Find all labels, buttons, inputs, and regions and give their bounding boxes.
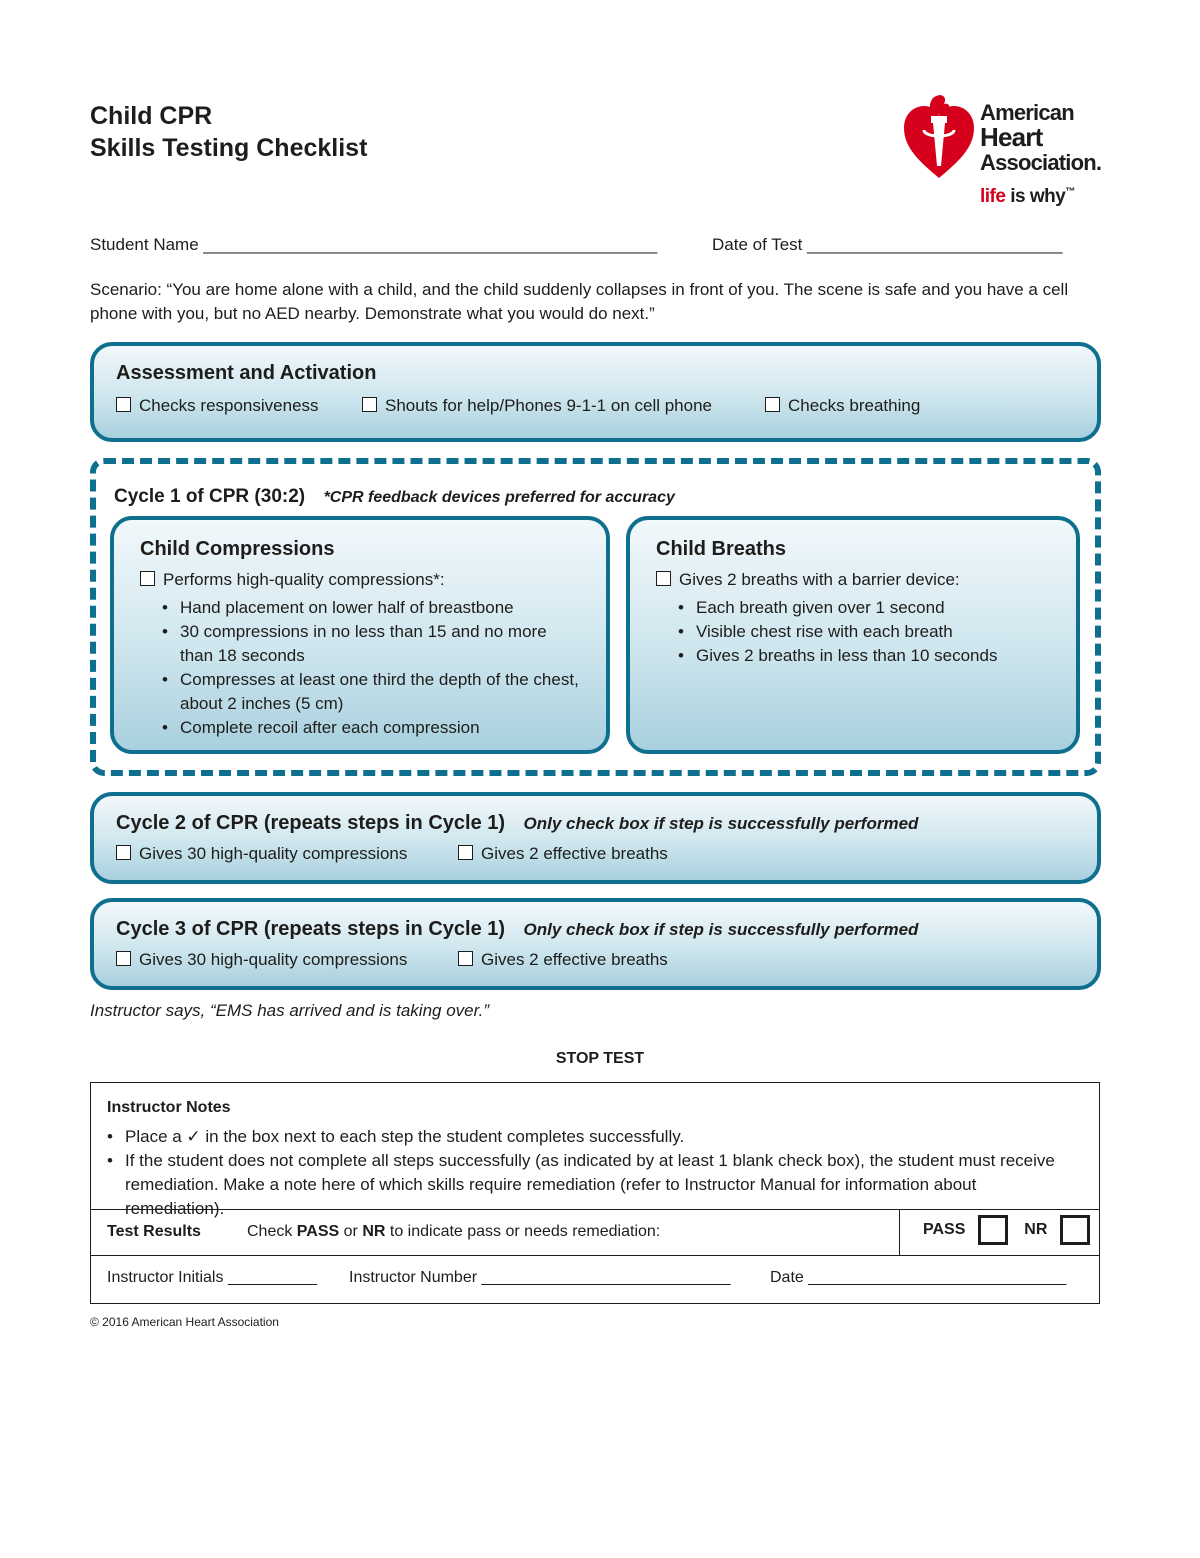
table-divider [899,1209,900,1255]
tagline-trademark: ™ [1065,186,1075,198]
tagline-rest: is why [1005,186,1066,207]
instruction-pass: PASS [296,1223,340,1240]
checkbox[interactable] [362,397,377,412]
checklist-item-breaths[interactable] [656,570,960,590]
instruction-text: Check [247,1223,297,1240]
instructor-number-line[interactable]: ____________________________ [481,1269,731,1286]
nr-checkbox[interactable] [1060,1215,1090,1245]
breaths-criteria-list [676,596,1066,668]
instruction-text: to indicate pass or needs remediation: [385,1223,661,1240]
compressions-criteria-list [160,596,580,740]
signoff-date-label: Date [770,1269,804,1286]
instructor-initials-field[interactable] [107,1269,317,1287]
checkbox[interactable] [765,397,780,412]
checklist-item-label: Performs high-quality compressions*: [163,570,445,589]
instruction-nr: NR [362,1223,386,1240]
cycle-3-heading: Cycle 3 of CPR (repeats steps in Cycle 1) [116,918,506,940]
list-item: • 30 compressions in no less than 15 and no more than 18 seconds [160,620,580,668]
checkbox[interactable] [140,571,155,586]
breaths-heading: Child Breaths [656,538,787,560]
instructor-notes-heading: Instructor Notes [107,1099,231,1116]
checklist-item-label: Gives 30 high-quality compressions [139,950,408,969]
checklist-item-breathing[interactable] [765,396,920,416]
list-item: • Compresses at least one third the depth of the chest, about 2 inches (5 cm) [160,668,580,716]
pass-checkbox[interactable] [978,1215,1008,1245]
list-item: • Place a ✓ in the box next to each step the student completes successfully. [105,1125,1080,1149]
logo-wordmark [980,100,1101,175]
cycle-1-note: *CPR feedback devices preferred for accuracy [323,489,675,506]
instructor-says-text: Instructor says, “EMS has arrived and is taking over.” [90,1001,490,1020]
signoff-date-field[interactable] [770,1269,1066,1287]
date-of-test-field[interactable] [712,235,1062,255]
list-item: • Gives 2 breaths in less than 10 seconds [676,644,1066,668]
assessment-panel [90,342,1101,442]
checkbox[interactable] [656,571,671,586]
checklist-item-label: Gives 30 high-quality compressions [139,844,408,863]
page-title [90,100,367,164]
instructor-number-field[interactable] [349,1269,731,1287]
checklist-item-label: Checks breathing [788,396,921,415]
stop-test-label: STOP TEST [555,1050,645,1067]
checklist-item-cycle2-breaths[interactable] [458,844,668,864]
instructor-initials-line[interactable]: __________ [227,1269,317,1286]
list-item: • Complete recoil after each compression [160,716,580,740]
instructor-number-label: Instructor Number [349,1269,478,1286]
title-line-1: Child CPR [90,102,213,130]
checkbox[interactable] [458,845,473,860]
copyright: © 2016 American Heart Association [90,1315,279,1329]
cycle-2-note: Only check box if step is successfully performed [523,814,919,833]
date-of-test-label: Date of Test [712,235,803,254]
checkbox[interactable] [116,951,131,966]
tagline-life: life [980,186,1006,207]
cycle-1-header [114,486,675,508]
list-item: • Hand placement on lower half of breastbone [160,596,580,620]
cycle-2-panel [90,792,1101,884]
checklist-item-cycle2-compressions[interactable] [116,844,407,864]
student-name-field[interactable] [90,235,657,255]
checklist-item-label: Gives 2 breaths with a barrier device: [679,570,960,589]
logo-line-3: Association. [980,150,1102,175]
checklist-item-label: Checks responsiveness [139,396,319,415]
cycle-2-heading: Cycle 2 of CPR (repeats steps in Cycle 1) [116,812,506,834]
cycle-1-heading: Cycle 1 of CPR (30:2) [114,486,306,507]
assessment-heading: Assessment and Activation [116,362,377,384]
test-results-instruction [247,1223,660,1241]
checkbox[interactable] [116,845,131,860]
checklist-item-cycle3-compressions[interactable] [116,950,407,970]
date-of-test-line[interactable]: ___________________________ [807,235,1063,254]
checkbox[interactable] [458,951,473,966]
list-item: • Each breath given over 1 second [676,596,1066,620]
instructor-notes-list [105,1125,1080,1221]
pass-label: PASS [923,1221,966,1238]
instructor-notes-table [90,1082,1100,1304]
table-divider [91,1255,1099,1256]
logo-line-2: Heart [980,122,1043,152]
cycle-3-panel [90,898,1101,990]
child-breaths-panel [626,516,1080,754]
table-divider [91,1209,1099,1210]
heart-torch-icon [900,92,978,182]
checkbox[interactable] [116,397,131,412]
cycle-3-header [116,918,918,941]
logo-tagline [980,186,1075,208]
student-name-label: Student Name [90,235,199,254]
list-item: • If the student does not complete all steps successfully (as indicated by at least 1 blank check box), the student must receive remediation. Make a note here of which skills require remediation (refer to Instructor Manual for information about remediation). [105,1149,1080,1221]
checklist-item-phones-911[interactable] [362,396,712,416]
scenario-text: Scenario: “You are home alone with a child, and the child suddenly collapses in front of you. The scene is safe and you have a cell phone with you, but no AED nearby. Demonstrate what you would do next.” [90,280,1069,323]
list-item: • Visible chest rise with each breath [676,620,1066,644]
checklist-item-cycle3-breaths[interactable] [458,950,668,970]
checklist-item-compressions[interactable] [140,570,445,590]
checklist-item-responsiveness[interactable] [116,396,319,416]
logo-line-1: American [980,100,1074,125]
checklist-item-label: Shouts for help/Phones 9-1-1 on cell phone [385,396,713,415]
compressions-heading: Child Compressions [140,538,335,560]
student-name-line[interactable]: ________________________________________________ [203,235,658,254]
instruction-text: or [339,1223,363,1240]
instructor-initials-label: Instructor Initials [107,1269,224,1286]
test-results-label: Test Results [107,1223,201,1240]
cycle-2-header [116,812,918,835]
checklist-item-label: Gives 2 effective breaths [481,950,668,969]
checklist-item-label: Gives 2 effective breaths [481,844,668,863]
result-checkboxes [923,1215,1090,1245]
child-compressions-panel [110,516,610,754]
title-line-2: Skills Testing Checklist [90,134,368,162]
signoff-date-line[interactable]: _____________________________ [808,1269,1067,1286]
cycle-3-note: Only check box if step is successfully performed [523,920,919,939]
nr-label: NR [1024,1221,1048,1238]
